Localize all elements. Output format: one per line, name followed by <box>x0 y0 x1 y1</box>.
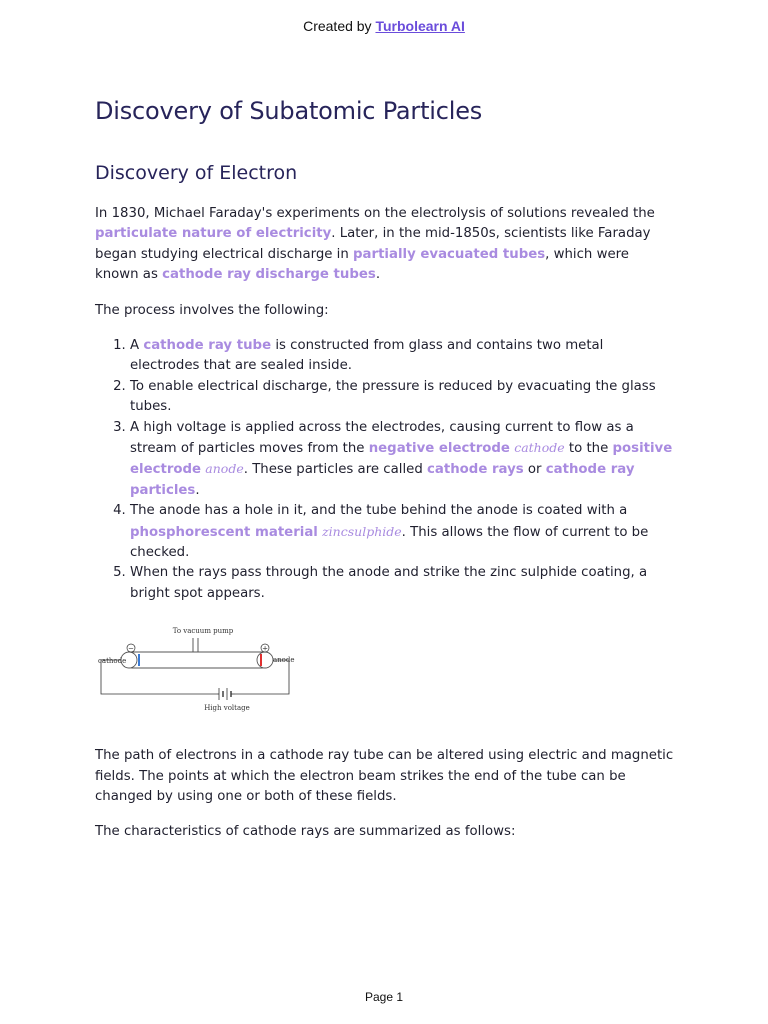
battery-icon <box>217 688 235 700</box>
turbolearn-link[interactable]: Turbolearn AI <box>375 18 465 34</box>
vacuum-pump-label: To vacuum pump <box>172 627 234 636</box>
highlight-term: cathode ray tube <box>143 337 272 353</box>
characteristics-intro: The characteristics of cathode rays are summarized as follows: <box>95 824 516 840</box>
page-header <box>0 18 768 34</box>
svg-text:+: + <box>262 644 268 653</box>
cathode-ray-tube-diagram <box>95 624 305 724</box>
svg-text:−: − <box>128 644 134 653</box>
list-item: 4. The anode has a hole in it, and the tube behind the anode is coated with a phosphorescent material zincsulphide. This allows the flow of current to be checked. <box>130 501 675 563</box>
math-term: zincsulphide <box>322 523 402 539</box>
process-intro: The process involves the following: <box>95 302 329 318</box>
high-voltage-label: High voltage <box>204 704 250 713</box>
fields-paragraph: The path of electrons in a cathode ray tube can be altered using electric and magnetic fields. The points at which the electron beam strikes the end of the tube can be changed by using one or both of these fields. <box>95 748 674 804</box>
highlight-term: phosphorescent material <box>130 524 318 540</box>
glass-tube <box>129 652 265 668</box>
intro-paragraph: In 1830, Michael Faraday's experiments on the electrolysis of solutions revealed the particulate nature of electricity. Later, in the mid-1850s, scientists like Faraday began studying electrical discharge in partially evacuated tubes, which were known as cathode ray discharge tubes. <box>95 205 655 283</box>
section-title: Discovery of Electron <box>95 162 298 185</box>
highlight-term: particulate nature of electricity <box>95 226 332 242</box>
cathode-label: cathode <box>98 657 127 666</box>
highlight-term: positive electrode <box>130 440 673 478</box>
highlight-term: cathode ray discharge tubes <box>162 267 376 283</box>
math-term: cathode <box>514 439 565 455</box>
document-body <box>95 96 675 858</box>
list-item: 2. To enable electrical discharge, the pressure is reduced by evacuating the glass tubes. <box>130 377 675 418</box>
highlight-term: negative electrode <box>368 440 510 456</box>
process-steps-list <box>95 336 675 604</box>
list-item: 3. A high voltage is applied across the electrodes, causing current to flow as a stream of particles moves from the negative electrode cathode to the positive electrode anode. These particles are called cathode rays or cathode ray particles. <box>130 418 675 502</box>
list-item: 5. When the rays pass through the anode and strike the zinc sulphide coating, a bright spot appears. <box>130 563 675 604</box>
highlight-term: cathode ray particles <box>130 462 635 498</box>
page-title: Discovery of Subatomic Particles <box>95 97 483 125</box>
math-term: anode <box>205 461 244 477</box>
highlight-term: cathode rays <box>426 462 524 478</box>
created-by-label: Created by <box>303 18 372 34</box>
highlight-term: partially evacuated tubes <box>353 246 546 262</box>
page-number: Page 1 <box>364 990 404 1004</box>
list-item: 1. A cathode ray tube is constructed from glass and contains two metal electrodes that are sealed inside. <box>130 336 675 377</box>
anode-label: anode <box>273 656 295 665</box>
